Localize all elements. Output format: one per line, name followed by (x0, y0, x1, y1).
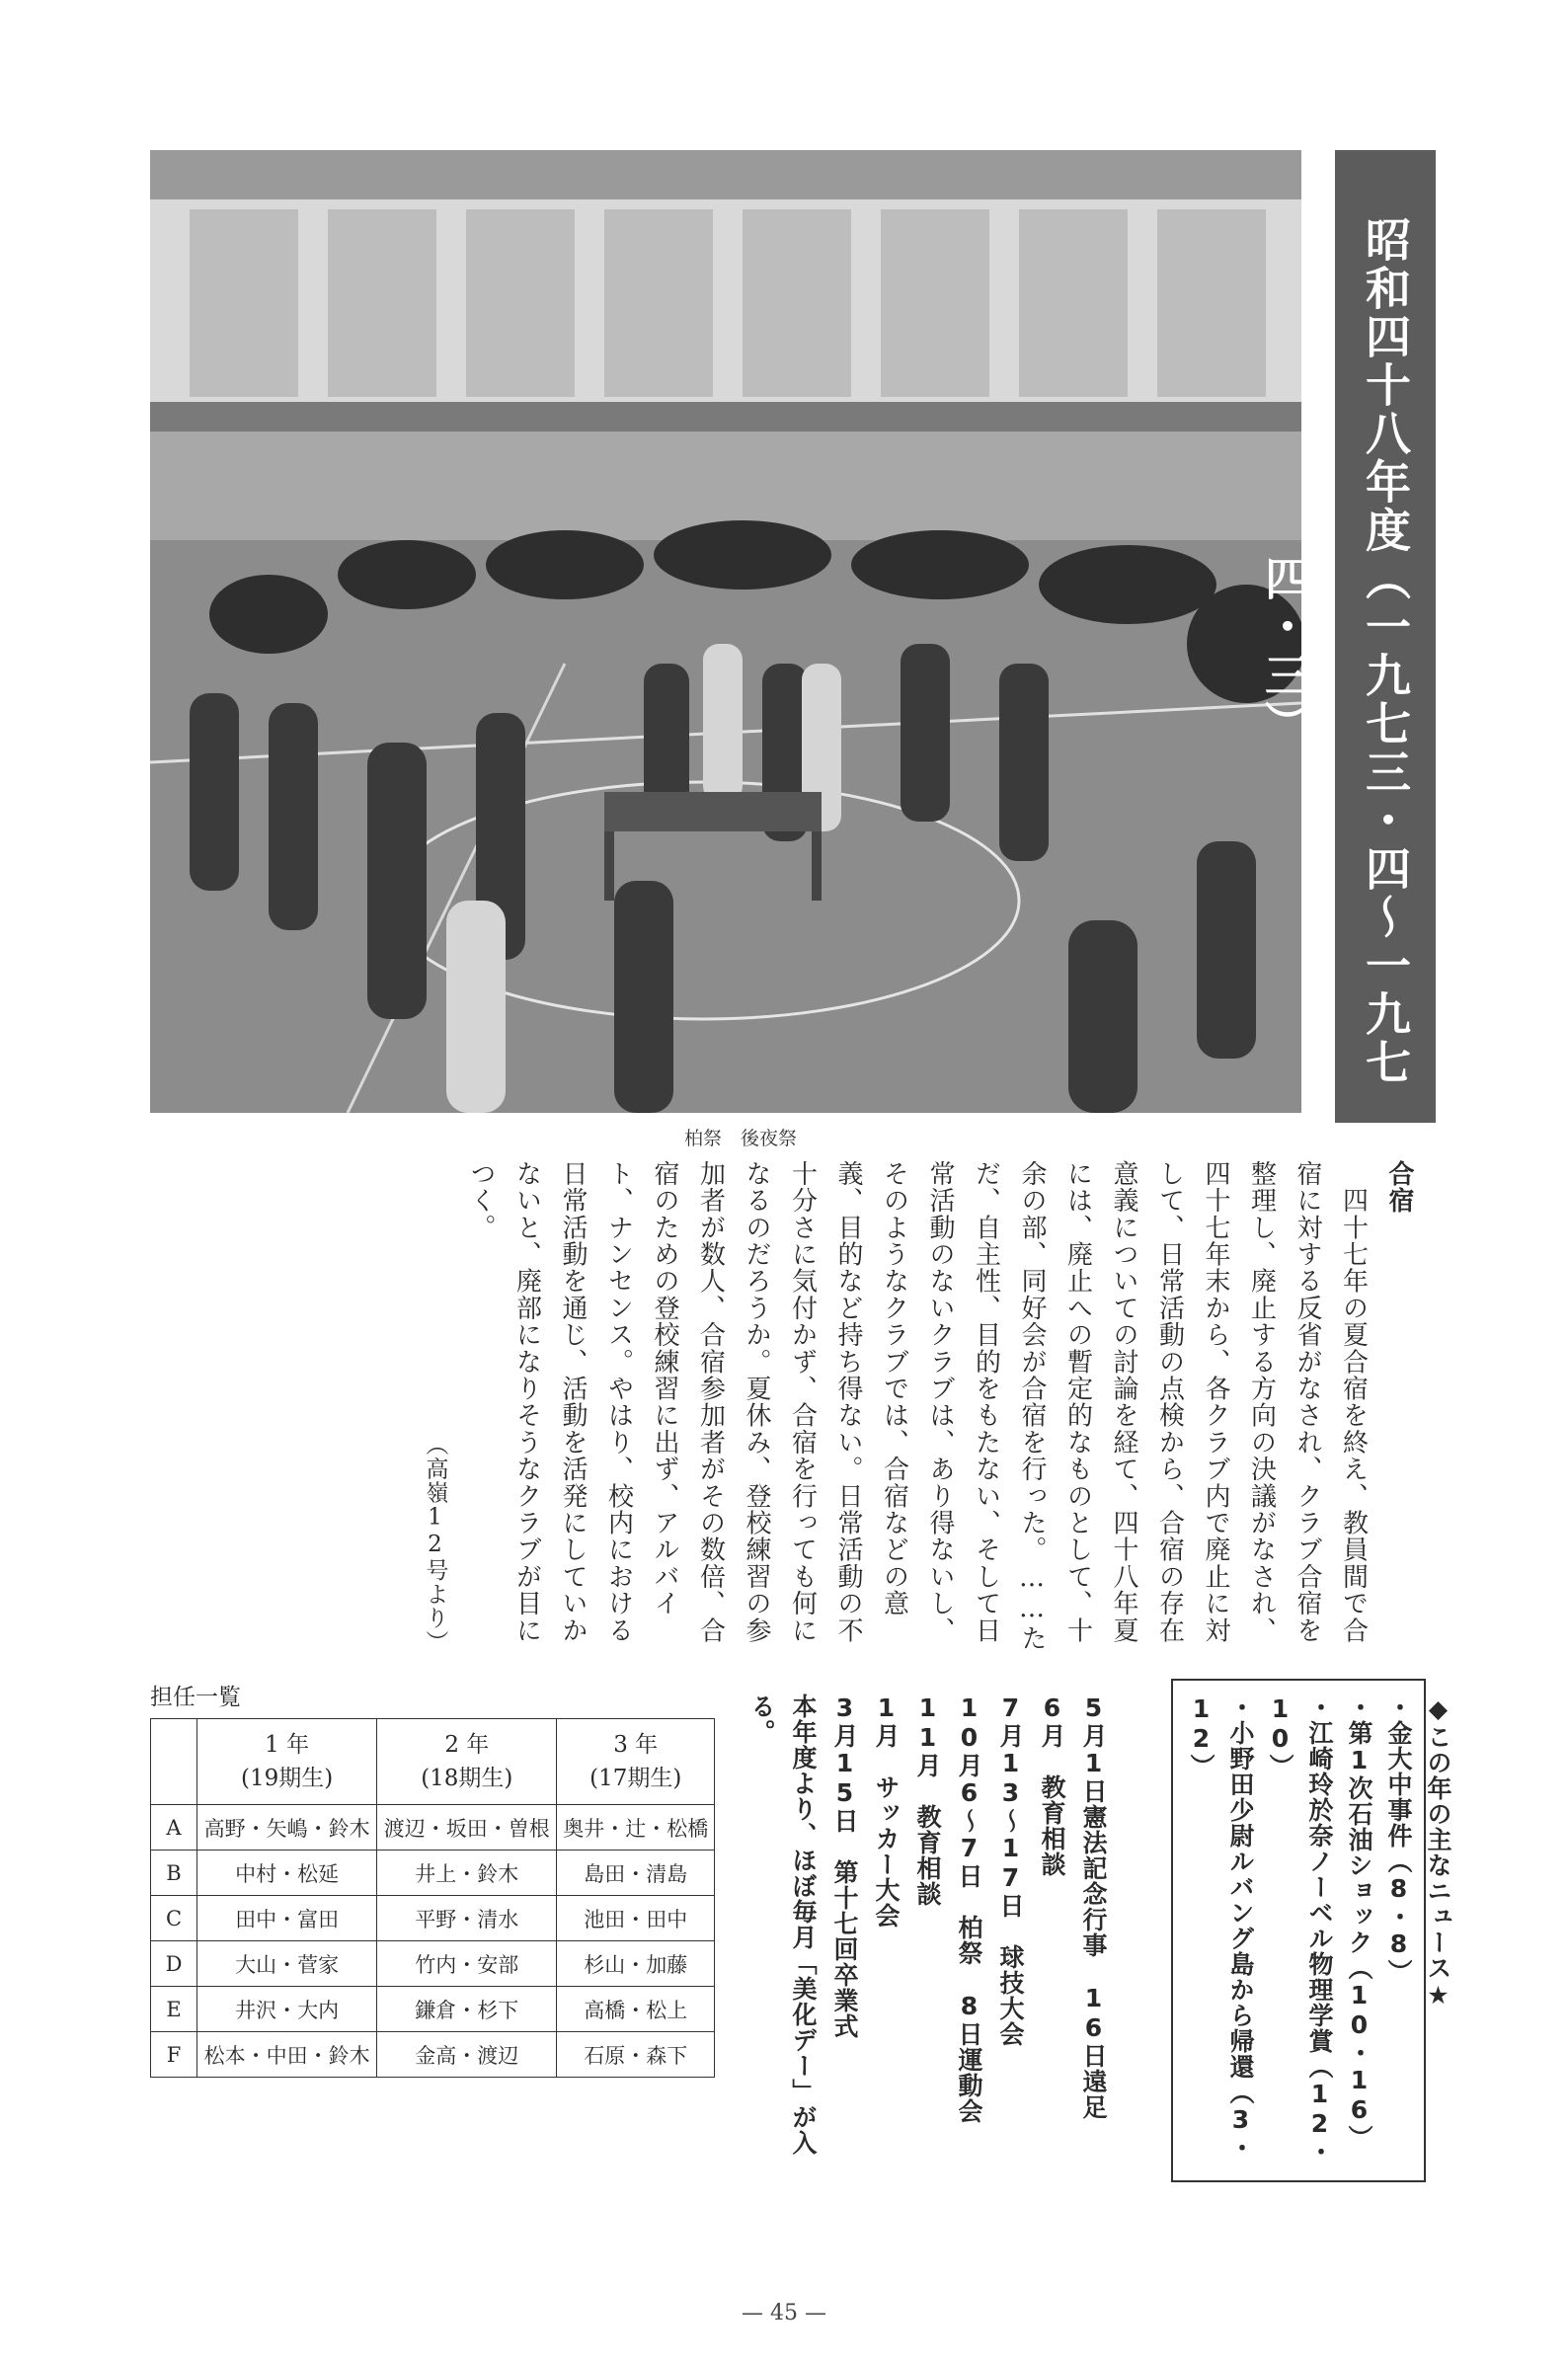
table-cell: 高橋・松上 (557, 1987, 715, 2032)
news-item: ・小野田少尉ルバング島から帰還（3・12） (1187, 1694, 1255, 2161)
schedule-item: 5月1日憲法記念行事 16日遠足 (1079, 1693, 1108, 2120)
event-photo (150, 150, 1301, 1113)
table-cell: 奥井・辻・松橋 (557, 1805, 715, 1851)
table-cell: 石原・森下 (557, 2032, 715, 2078)
schedule-item: 1月 サッカー大会 (872, 1693, 901, 1929)
table-cell: 渡辺・坂田・曽根 (377, 1805, 557, 1851)
table-row (151, 1851, 715, 1896)
table-cell: 中村・松延 (197, 1851, 377, 1896)
table-row (151, 1805, 715, 1851)
table-cell: 池田・田中 (557, 1896, 715, 1941)
table-cell: 島田・清島 (557, 1851, 715, 1896)
table-cell: 大山・菅家 (197, 1941, 377, 1987)
header-year-2: 2 年 (18期生) (377, 1719, 557, 1805)
schedule-item: 7月13〜17日 球技大会 (996, 1693, 1025, 2047)
class-label: E (151, 1987, 197, 2032)
table-row (151, 2032, 715, 2078)
table-cell: 竹内・安部 (377, 1941, 557, 1987)
header-year-1: 1 年 (19期生) (197, 1719, 377, 1805)
page-number: — 45 — (742, 2301, 826, 2325)
table-cell: 高野・矢嶋・鈴木 (197, 1805, 377, 1851)
table-corner (151, 1719, 197, 1805)
table-cell: 金高・渡辺 (377, 2032, 557, 2078)
photo-caption: 柏祭 後夜祭 (683, 1128, 797, 1149)
schedule-item: 11月 教育相談 (913, 1693, 942, 1907)
schedule-item: 10月6〜7日 柏祭 8日運動会 (955, 1693, 983, 2124)
article-gasshuku (390, 1160, 1422, 1654)
table-cell: 井沢・大内 (197, 1987, 377, 2032)
table-cell: 田中・富田 (197, 1896, 377, 1941)
class-label: F (151, 2032, 197, 2078)
teacher-table-title: 担任一覧 (150, 1685, 241, 1710)
header-year-3: 3 年 (17期生) (557, 1719, 715, 1805)
gymnasium-photo-illustration (150, 150, 1301, 1113)
teacher-table (150, 1718, 715, 2078)
news-box (1171, 1679, 1452, 2182)
article-heading: 合宿 (1384, 1160, 1414, 1215)
year-schedule (741, 1693, 1145, 2158)
news-item: ・第1次石油ショック（10・16） (1345, 1694, 1373, 2151)
table-cell: 杉山・加藤 (557, 1941, 715, 1987)
class-label: D (151, 1941, 197, 1987)
schedule-item: 本年度より、ほぼ毎月「美化デー」が入る。 (747, 1693, 818, 2156)
news-item: ・金大中事件（8・8） (1384, 1694, 1413, 1985)
table-row (151, 1941, 715, 1987)
table-header-row (151, 1719, 715, 1805)
table-cell: 鎌倉・杉下 (377, 1987, 557, 2032)
schedule-item: 6月 教育相談 (1038, 1693, 1066, 1877)
table-cell: 松本・中田・鈴木 (197, 2032, 377, 2078)
table-cell: 平野・清水 (377, 1896, 557, 1941)
news-item: ・江崎玲於奈ノーベル物理学賞（12・10） (1266, 1694, 1334, 2165)
class-label: B (151, 1851, 197, 1896)
article-body: 四十七年の夏合宿を終え、教員間で合宿に対する反省がなされ、クラブ合宿を整理し、廃止する方向の決議がなされ、四十七年末から、各クラブ内で廃止に対して、日常活動の点検から、合宿の存在意義についての討論を経て、四十八年夏には、廃止への暫定的なものとして、十余の部、同好会が合宿を行った。……ただ、自主性、目的をもたない、そして日常活動のないクラブは、あり得ないし、そのようなクラブでは、合宿などの意義、目的など持ち得ない。日常活動の不十分さに気付かず、合宿を行っても何になるのだろうか。夏休み、登校練習の参加者が数人、合宿参加者がその数倍、合宿のための登校練習に出ず、アルバイト、ナンセンス。やはり、校内における日常活動を通じ、活動を活発にしていかないと、廃部になりそうなクラブが目につく。 (466, 1160, 1369, 1652)
table-row (151, 1987, 715, 2032)
title-banner (1258, 150, 1436, 1123)
news-heading: ◆この年の主なニュース★ (1424, 1694, 1452, 2010)
schedule-item: 3月15日 第十七回卒業式 (830, 1693, 859, 2039)
class-label: A (151, 1805, 197, 1851)
class-label: C (151, 1896, 197, 1941)
table-cell: 井上・鈴木 (377, 1851, 557, 1896)
page-title: 昭和四十八年度（一九七三・四〜一九七四・三） (1258, 216, 1412, 1087)
table-row (151, 1896, 715, 1941)
article-source: （高嶺12号より） (422, 1433, 448, 1654)
